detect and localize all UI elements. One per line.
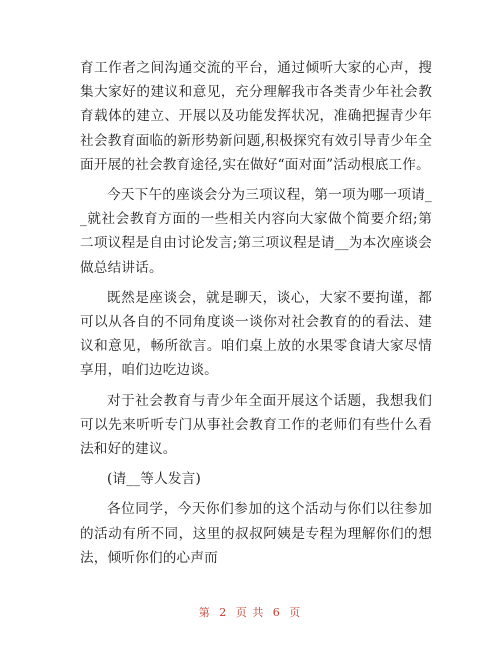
page-footer: [0, 604, 500, 620]
paragraph-1: 育工作者之间沟通交流的平台，通过倾听大家的心声，搜集大家好的建议和意见，充分理解我市各类青少年社会教育载体的建立、开展以及功能发挥状况，准确把握青少年社会教育面临的新形势新问题,积极探究有效引导青少年全面开展的社会教育途径,实在做好“面对面”活动根底工作。: [80, 60, 432, 173]
page-label-suffix: 页: [289, 606, 302, 619]
page-label-prefix: 第: [198, 606, 211, 619]
total-pages-number: 6: [272, 606, 281, 619]
current-page-number: 2: [219, 606, 228, 619]
paragraph-2: 今天下午的座谈会分为三项议程，第一项为哪一项请__就社会教育方面的一些相关内容向大家做个简要介绍;第二项议程是自由讨论发言;第三项议程是请__为本次座谈会做总结讲话。: [80, 187, 432, 276]
page-label-mid: 页 共: [235, 606, 265, 619]
paragraph-5: (请__等人发言): [107, 471, 201, 488]
paragraph-6: 各位同学，今天你们参加的这个活动与你们以往参加的活动有所不同，这里的叔叔阿姨是专程为理解你们的想法，倾听你们的心声而: [80, 501, 432, 566]
paragraph-3: 既然是座谈会，就是聊天，谈心，大家不要拘谨，都可以从各自的不同角度谈一谈你对社会教育的的看法、建议和意见，畅所欲言。咱们桌上放的水果零食请大家尽情享用，咱们边吃边谈。: [80, 289, 432, 379]
paragraph-4: 对于社会教育与青少年全面开展这个话题，我想我们可以先来听听专门从事社会教育工作的老师们有些什么看法和好的建议。: [80, 392, 432, 458]
document-body: [80, 56, 432, 576]
